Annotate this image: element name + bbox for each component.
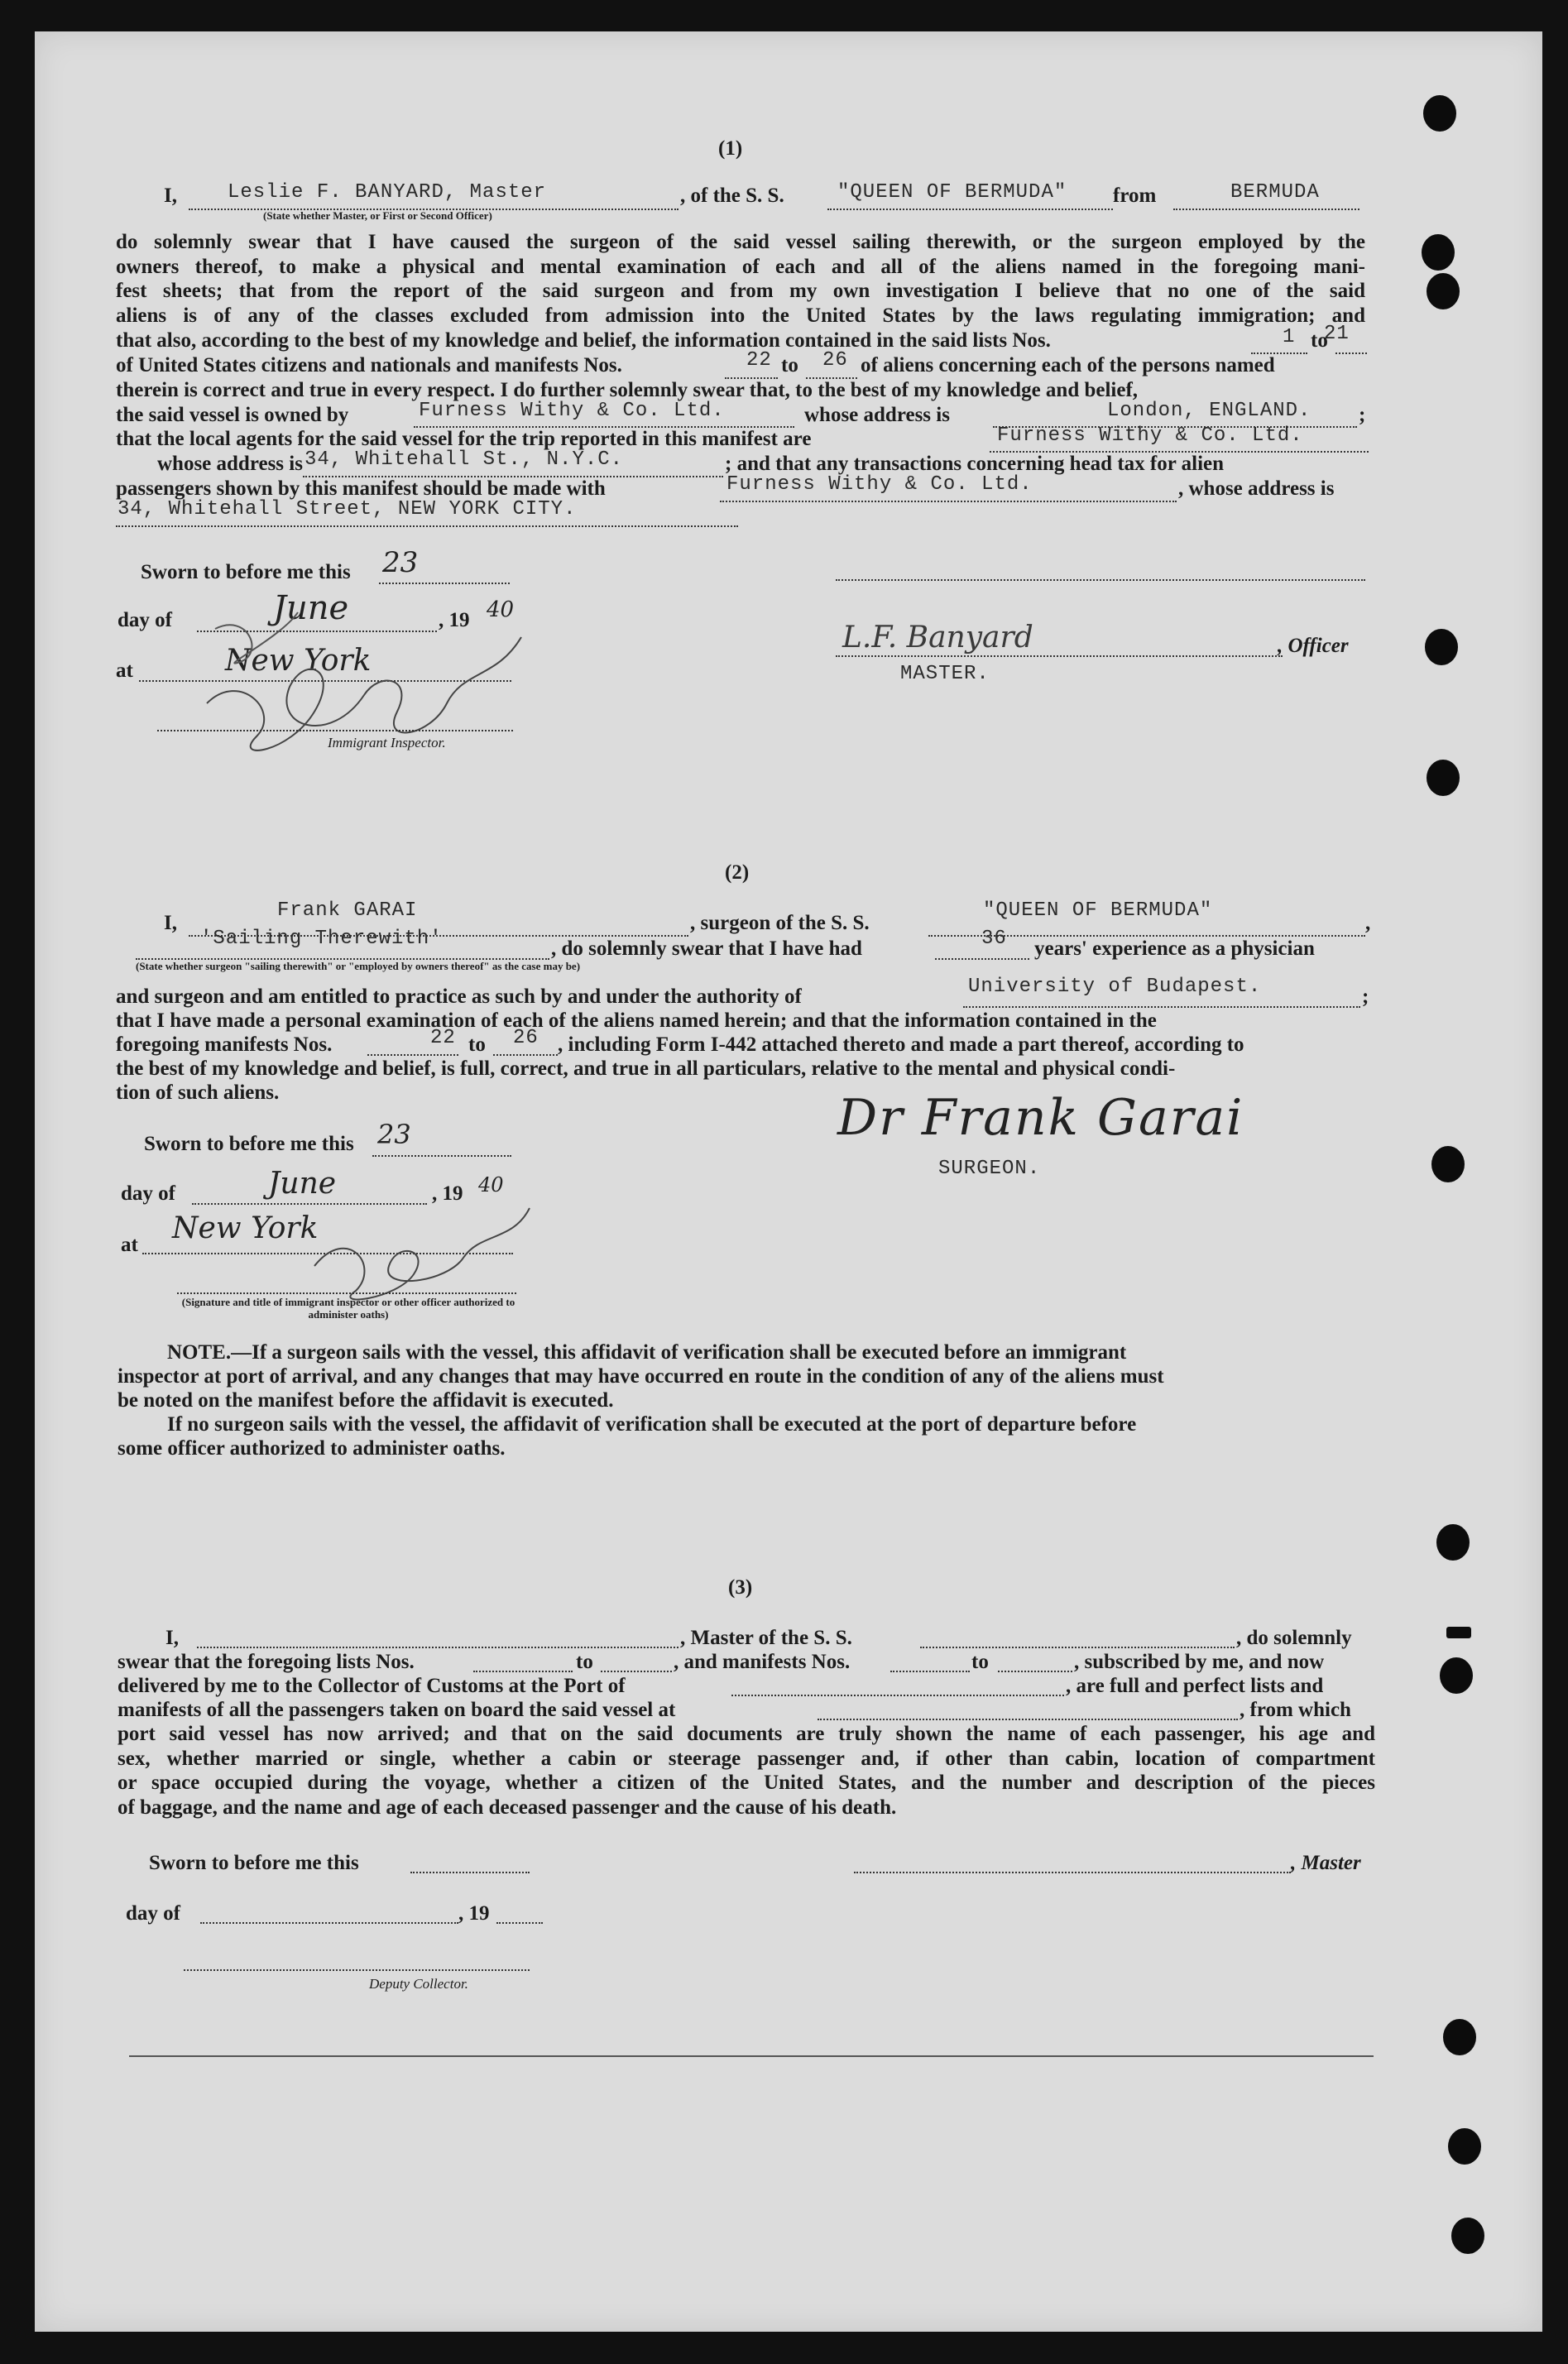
s1-line11-a: passengers shown by this manifest should be made with xyxy=(116,477,606,500)
s1-blank-officer-line xyxy=(836,579,1365,581)
s2-signature-note: (Signature and title of immigrant inspector or other officer authorized to administer oaths) xyxy=(181,1296,515,1321)
s2-surgeon-of-label: , surgeon of the S. S. xyxy=(690,912,870,934)
s2-manifest-from: 22 xyxy=(430,1027,456,1049)
s3-lists-from-blank xyxy=(473,1671,573,1672)
s2-sailing: 'Sailing Therewith' xyxy=(200,928,443,950)
s1-list-to: 21 xyxy=(1324,323,1350,345)
s2-line5-b: , including Form I-442 attached thereto and made a part thereof, according to xyxy=(558,1033,1244,1056)
s2-i-label: I, xyxy=(164,912,177,934)
s1-headtax-address: 34, Whitehall Street, NEW YORK CITY. xyxy=(117,498,577,520)
s1-line8-b: whose address is xyxy=(804,404,950,426)
s1-owner-address: London, ENGLAND. xyxy=(1107,400,1311,422)
punch-hole xyxy=(1423,95,1456,132)
s1-from-underline xyxy=(1173,209,1359,210)
section-3-number: (3) xyxy=(728,1576,753,1599)
s2-sworn-day-underline xyxy=(372,1155,511,1157)
s1-para-line: owners thereof, to make a physical and mental examination of each and all of the aliens named in the foregoing mani- xyxy=(116,255,1365,278)
s1-name-note: (State whether Master, or First or Second Officer) xyxy=(263,209,492,222)
note-label-text: NOTE. xyxy=(167,1341,232,1364)
s1-line10-b: ; and that any transactions concerning head tax for alien xyxy=(725,453,1225,475)
punch-hole xyxy=(1443,2019,1476,2055)
s3-line1-c: , do solemnly xyxy=(1236,1627,1352,1649)
s2-signature-underline xyxy=(177,1292,516,1294)
section-1-number: (1) xyxy=(718,137,743,160)
s3-line2-d: to xyxy=(971,1651,989,1673)
s1-paragraph xyxy=(116,230,1365,328)
s1-master-signature-underline xyxy=(836,655,1283,657)
s1-manifest-to: 26 xyxy=(822,349,848,372)
s1-sworn-year: 40 xyxy=(487,597,515,622)
note-line-1: —If a surgeon sails with the vessel, this affidavit of verification shall be executed before an immigrant xyxy=(231,1341,1127,1364)
s2-line7: tion of such aliens. xyxy=(116,1081,280,1104)
s1-master-name: Leslie F. BANYARD, Master xyxy=(228,181,547,204)
s3-line3-a: delivered by me to the Collector of Customs at the Port of xyxy=(117,1675,626,1697)
s2-authority: University of Budapest. xyxy=(968,976,1262,998)
s1-from-label: from xyxy=(1113,185,1157,207)
s1-headtax-address-underline xyxy=(116,525,738,527)
s1-line6-b: of aliens concerning each of the persons named xyxy=(861,354,1275,376)
s1-para-line: do solemnly swear that I have caused the surgeon of the said vessel sailing therewith, or the surgeon employed by the xyxy=(116,231,1365,253)
s2-manifest-to-underline xyxy=(493,1054,558,1056)
s2-authority-underline xyxy=(963,1006,1360,1008)
inspector-signature-2 xyxy=(165,1175,546,1307)
s2-sworn-label: Sworn to before me this xyxy=(144,1133,354,1155)
s2-solemnly-label: , do solemnly swear that I have had xyxy=(551,937,862,960)
s3-line4-b: , from which xyxy=(1240,1699,1351,1721)
s1-semicolon: ; xyxy=(1359,404,1366,426)
s2-note-line-4: If no surgeon sails with the vessel, the affidavit of verification shall be executed at the port of departure before xyxy=(167,1413,1137,1436)
s3-departure-port-blank xyxy=(818,1719,1238,1720)
punch-hole xyxy=(1425,629,1458,665)
s2-vessel: "QUEEN OF BERMUDA" xyxy=(983,899,1213,922)
s1-line8-a: the said vessel is owned by xyxy=(116,404,349,426)
s3-line3-b: , are full and perfect lists and xyxy=(1066,1675,1324,1697)
s3-master-label: , Master xyxy=(1291,1852,1361,1874)
punch-hole xyxy=(1448,2128,1481,2165)
s2-sworn-year: 40 xyxy=(478,1173,504,1196)
s3-line2-b: to xyxy=(576,1651,593,1673)
s1-headtax: Furness Withy & Co. Ltd. xyxy=(726,473,1033,496)
s2-years-underline xyxy=(935,958,1029,960)
s3-line1-a: I, xyxy=(165,1627,179,1649)
s1-vessel-underline xyxy=(827,209,1113,210)
s2-line4: that I have made a personal examination of each of the aliens named herein; and that the information contained in the xyxy=(116,1009,1157,1032)
s1-agents: Furness Withy & Co. Ltd. xyxy=(997,424,1303,447)
s1-sworn-place: New York xyxy=(225,644,372,678)
bottom-rule xyxy=(129,2055,1374,2057)
s1-officer-label: , Officer xyxy=(1278,635,1349,657)
section-2-number: (2) xyxy=(725,861,750,884)
s3-line2-c: , and manifests Nos. xyxy=(674,1651,851,1673)
s2-to-label: to xyxy=(468,1033,486,1056)
s1-at-label: at xyxy=(116,659,133,682)
s1-list-to-underline xyxy=(1335,352,1367,354)
s3-day-of-label: day of xyxy=(126,1902,180,1925)
s2-manifest-from-underline xyxy=(367,1054,458,1056)
s2-comma: , xyxy=(1365,912,1371,934)
s1-para-line: aliens is of any of the classes excluded from admission into the United States by the laws regulating immigration; and xyxy=(116,304,1365,327)
punch-hole xyxy=(1422,234,1455,271)
s1-from-port: BERMUDA xyxy=(1230,181,1320,204)
s3-year-prefix: , 19 xyxy=(458,1902,490,1925)
s1-master-title: MASTER. xyxy=(900,663,990,685)
s1-line11-b: , whose address is xyxy=(1178,477,1335,500)
s2-sworn-day: 23 xyxy=(377,1119,411,1150)
s2-note-line-5: some officer authorized to administer oaths. xyxy=(117,1437,506,1460)
s3-line2-a: swear that the foregoing lists Nos. xyxy=(117,1651,415,1673)
s1-line5: that also, according to the best of my knowledge and belief, the information contained in the said lists Nos. xyxy=(116,329,1051,352)
s3-port-blank xyxy=(731,1695,1064,1696)
s3-para-line: sex, whether married or single, whether a cabin or steerage passenger and, if other than cabin, location of compartment xyxy=(117,1747,1375,1770)
s2-year-prefix: , 19 xyxy=(432,1182,463,1205)
s3-year-blank xyxy=(496,1922,543,1924)
s1-owner: Furness Withy & Co. Ltd. xyxy=(419,400,725,422)
s1-agents-address: 34, Whitehall St., N.Y.C. xyxy=(304,448,624,471)
s2-sailing-note: (State whether surgeon "sailing therewith" or "employed by owners thereof" as the case may be) xyxy=(136,960,581,972)
punch-hole xyxy=(1436,1524,1470,1561)
s3-para-last: of baggage, and the name and age of each deceased passenger and the cause of his death. xyxy=(117,1796,897,1819)
s2-day-of-label: day of xyxy=(121,1182,175,1205)
s1-master-signature: L.F. Banyard xyxy=(842,621,1033,655)
s2-sworn-place: New York xyxy=(172,1211,319,1245)
s3-deputy-label: Deputy Collector. xyxy=(369,1976,468,1992)
s1-sworn-day: 23 xyxy=(382,546,419,579)
s2-note-line-3: be noted on the manifest before the affidavit is executed. xyxy=(117,1389,614,1412)
s1-year-prefix: , 19 xyxy=(439,609,470,631)
s3-line1-b: , Master of the S. S. xyxy=(680,1627,852,1649)
s1-line10-a: whose address is xyxy=(157,453,303,475)
s1-vessel: "QUEEN OF BERMUDA" xyxy=(837,181,1067,204)
s2-manifest-to: 26 xyxy=(513,1027,539,1049)
s2-surgeon-title: SURGEON. xyxy=(938,1158,1041,1180)
punch-hole xyxy=(1440,1657,1473,1694)
s2-line5-a: foregoing manifests Nos. xyxy=(116,1033,333,1056)
s1-line7: therein is correct and true in every respect. I do further solemnly swear that, to the best of my knowledge and belief, xyxy=(116,379,1139,401)
s3-para-line: port said vessel has now arrived; and that on the said documents are truly shown the name of each passenger, his age and xyxy=(117,1723,1375,1745)
punch-slot xyxy=(1446,1627,1471,1638)
s1-line9-a: that the local agents for the said vessel for the trip reported in this manifest are xyxy=(116,428,812,450)
s1-manifest-from: 22 xyxy=(746,349,772,372)
punch-hole xyxy=(1451,2218,1484,2254)
s1-to-label: to xyxy=(1311,329,1328,352)
s3-sworn-day-blank xyxy=(410,1872,530,1873)
s3-line2-e: , subscribed by me, and now xyxy=(1074,1651,1325,1673)
s2-line3-a: and surgeon and am entitled to practice as such by and under the authority of xyxy=(116,985,802,1008)
s1-day-of-label: day of xyxy=(117,609,172,631)
s1-para-line: fest sheets; that from the report of the said surgeon and from my own investigation I believe that no one of the said xyxy=(116,280,1365,302)
s3-paragraph xyxy=(117,1722,1375,1796)
s2-semicolon: ; xyxy=(1362,985,1369,1008)
s3-deputy-signature-blank xyxy=(184,1969,530,1971)
s1-headtax-underline xyxy=(720,501,1177,502)
s2-surgeon-signature: Dr Frank Garai xyxy=(837,1089,1244,1147)
s3-master-name-blank xyxy=(197,1647,679,1648)
s3-vessel-blank xyxy=(920,1647,1235,1648)
punch-hole xyxy=(1431,1146,1465,1182)
s1-inspector-label: Immigrant Inspector. xyxy=(328,735,446,750)
s3-line4-a: manifests of all the passengers taken on board the said vessel at xyxy=(117,1699,676,1721)
s1-sworn-label: Sworn to before me this xyxy=(141,561,351,583)
s2-at-label: at xyxy=(121,1234,138,1256)
s3-lists-to-blank xyxy=(601,1671,672,1672)
s2-note-label xyxy=(167,1340,1126,1365)
s2-surgeon-name: Frank GARAI xyxy=(277,899,418,922)
s3-month-blank xyxy=(200,1922,458,1924)
s2-sworn-month: June xyxy=(268,1167,337,1201)
s1-i-label: I, xyxy=(164,185,177,207)
s2-line6: the best of my knowledge and belief, is full, correct, and true in all particulars, relative to the mental and physical condi- xyxy=(116,1057,1176,1080)
s3-para-line: or space occupied during the voyage, whether a citizen of the United States, and the number and description of the pieces xyxy=(117,1772,1375,1794)
s1-list-from: 1 xyxy=(1283,326,1296,348)
s1-line6-a: of United States citizens and nationals and manifests Nos. xyxy=(116,354,622,376)
s1-to-label-2: to xyxy=(781,354,798,376)
s3-sworn-label: Sworn to before me this xyxy=(149,1852,359,1874)
s3-manifests-to-blank xyxy=(998,1671,1072,1672)
s1-sworn-month: June xyxy=(273,589,349,627)
s2-note-line-2: inspector at port of arrival, and any changes that may have occurred en route in the condition of any of the aliens must xyxy=(117,1365,1164,1388)
punch-hole xyxy=(1427,760,1460,796)
s2-years-label: years' experience as a physician xyxy=(1034,937,1315,960)
s1-of-ss: , of the S. S. xyxy=(680,185,784,207)
punch-hole xyxy=(1427,273,1460,309)
s1-inspector-underline xyxy=(157,730,513,731)
s2-years: 36 xyxy=(981,928,1007,950)
s3-manifests-from-blank xyxy=(890,1671,970,1672)
s3-master-signature-blank xyxy=(854,1872,1291,1873)
